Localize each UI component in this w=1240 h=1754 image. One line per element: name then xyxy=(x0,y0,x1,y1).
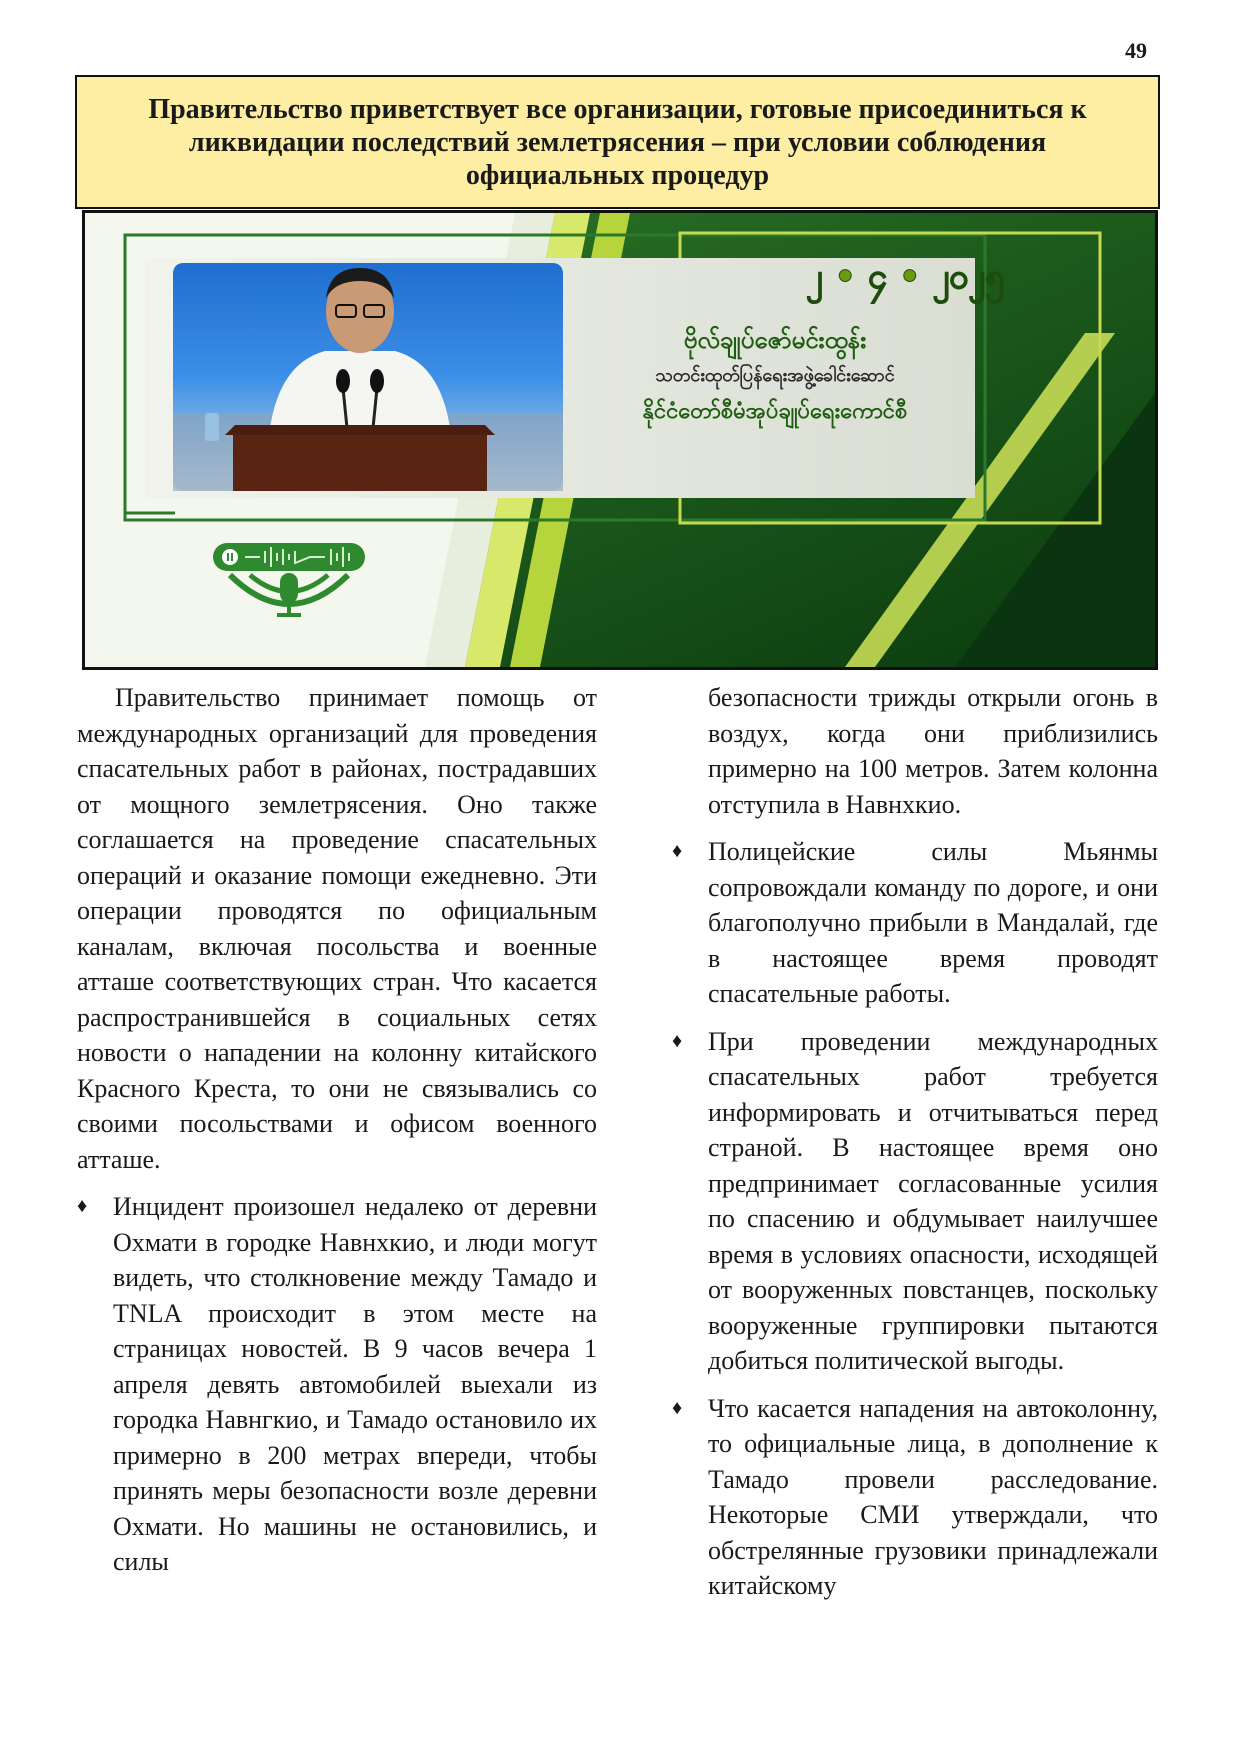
date-text: ၂ • ၄ • ၂၀၂၅ xyxy=(805,257,1005,297)
news-photo xyxy=(82,210,1158,670)
bullet-text: Полицейские силы Мьянмы сопровождали команду по дороге, и они благополучно прибыли в Мандалай, где в настоящее время проводят спасательные работы. xyxy=(708,837,1158,1008)
list-item xyxy=(672,834,1158,1012)
headline-box xyxy=(75,75,1160,209)
list-item xyxy=(77,1189,597,1580)
bullet-icon: ♦ xyxy=(672,840,683,862)
bullet-text: Что касается нападения на автоколонну, то официальные лица, в дополнение к Тамадо провели расследование. Некоторые СМИ утверждали, что обстрелянные грузовики принадлежали китайскому xyxy=(708,1393,1158,1600)
bullet-icon: ♦ xyxy=(77,1195,88,1217)
right-column xyxy=(672,680,1158,1604)
bullet-text: Инцидент произошел недалеко от деревни Охмати в городке Навнхкио, и люди могут видеть, что столкновение между Тамадо и TNLA происходит в этом месте на страницах новостей. В 9 часов вечера 1 апреля девять автомобилей выехали из городка Навнгкио, и Тамадо остановило их примерно в 200 метрах впереди, чтобы принять меры безопасности возле деревни Охмати. Но машины не остановились, и силы xyxy=(113,1192,597,1576)
caption-org: နိုင်ငံတော်စီမံအုပ်ချုပ်ရေးကောင်စီ xyxy=(642,399,908,424)
caption-name: ဗိုလ်ချုပ်ဇော်မင်းထွန်း xyxy=(683,326,867,354)
caption-title: သတင်းထုတ်ပြန်ရေးအဖွဲ့ခေါင်းဆောင် xyxy=(655,365,895,386)
bullet-text: При проведении международных спасательных работ требуется информировать и отчитываться перед страной. В настоящее время оно предпринимает согласованные усилия по спасению и обдумывает наилучшее время в условиях опасности, исходящей от вооруженных повстанцев, поскольку вооруженные группировки пытаются добиться политической выгоды. xyxy=(708,1026,1158,1375)
intro-paragraph: Правительство принимает помощь от международных организаций для проведения спасательных работ в районах, пострадавших от мощного землетрясения. Оно также соглашается на проведение спасательных операций и оказание помощи ежедневно. Эти операции проводятся по официальным каналам, включая посольства и военные атташе соответствующих стран. Что касается распространившейся в социальных сетях новости о нападении на колонну китайского Красного Креста, то они не связывались со своими посольствами и офисом военного атташе. xyxy=(77,683,597,1174)
list-item xyxy=(672,1024,1158,1379)
page-number: 49 xyxy=(1125,38,1147,63)
bullet-icon: ♦ xyxy=(672,1029,683,1052)
list-item xyxy=(672,1391,1158,1604)
bullet-icon: ♦ xyxy=(672,1396,683,1419)
bullet-text: безопасности трижды открыли огонь в воздух, когда они приблизились примерно на 100 метров. Затем колонна отступила в Навнхкио. xyxy=(708,683,1158,819)
list-item-continued xyxy=(672,680,1158,822)
headline: Правительство приветствует все организации, готовые присоединиться к ликвидации последствий землетрясения – при условии соблюдения официальных процедур xyxy=(148,93,1087,191)
news-broadcast-graphic xyxy=(85,213,1155,667)
left-column xyxy=(77,680,597,1580)
